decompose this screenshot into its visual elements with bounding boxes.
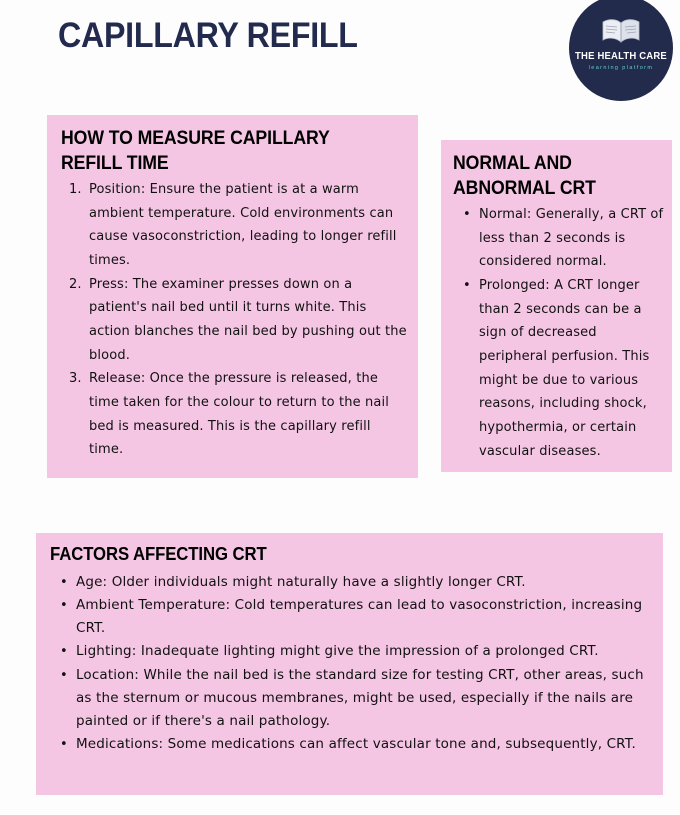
- open-book-icon: [600, 17, 642, 45]
- card-factors-affecting-crt: [36, 533, 663, 795]
- how-to-measure-steps: [61, 178, 408, 462]
- card-heading-factors-affecting-crt: FACTORS AFFECTING CRT: [50, 544, 267, 564]
- list-item: Press: The examiner presses down on a patient's nail bed until it turns white. This action blanches the nail bed by pushing out the blood.: [89, 276, 407, 363]
- list-item: • Ambient Temperature: Cold temperatures can lead to vasoconstriction, increasing CRT.: [50, 594, 651, 640]
- card-normal-abnormal-crt: [441, 140, 672, 472]
- factors-affecting-crt-points: [50, 571, 651, 757]
- list-item: • Location: While the nail bed is the standard size for testing CRT, other areas, such as the sternum or mucous membranes, might be used, especially if the nails are painted or if there's a nail pathology.: [50, 664, 651, 734]
- list-item: • Medications: Some medications can affect vascular tone and, subsequently, CRT.: [50, 733, 651, 756]
- normal-abnormal-crt-points: [453, 203, 664, 463]
- list-item: • Lighting: Inadequate lighting might give the impression of a prolonged CRT.: [50, 640, 651, 663]
- card-heading-how-to-measure: HOW TO MEASURE CAPILLARY REFILL TIME: [61, 128, 330, 175]
- list-item: Position: Ensure the patient is at a warm ambient temperature. Cold environments can cause vasoconstriction, leading to longer refill times.: [89, 182, 397, 269]
- card-heading-normal-abnormal-crt: NORMAL AND ABNORMAL CRT: [453, 153, 596, 200]
- logo-tagline: learning platform: [588, 65, 654, 71]
- card-how-to-measure: [47, 115, 418, 478]
- list-item: • Normal: Generally, a CRT of less than 2 seconds is considered normal.: [453, 203, 664, 274]
- list-item: Release: Once the pressure is released, the time taken for the colour to return to the nail bed is measured. This is the capillary refill time.: [89, 371, 390, 458]
- list-item: • Prolonged: A CRT longer than 2 seconds can be a sign of decreased peripheral perfusion. This might be due to various reasons, including shock, hypothermia, or certain vascular diseases.: [453, 274, 664, 463]
- logo-brand-name: THE HEALTH CARE: [575, 51, 667, 62]
- list-item: • Age: Older individuals might naturally have a slightly longer CRT.: [50, 571, 651, 594]
- page-title: CAPILLARY REFILL: [58, 16, 358, 55]
- brand-logo: [569, 0, 673, 101]
